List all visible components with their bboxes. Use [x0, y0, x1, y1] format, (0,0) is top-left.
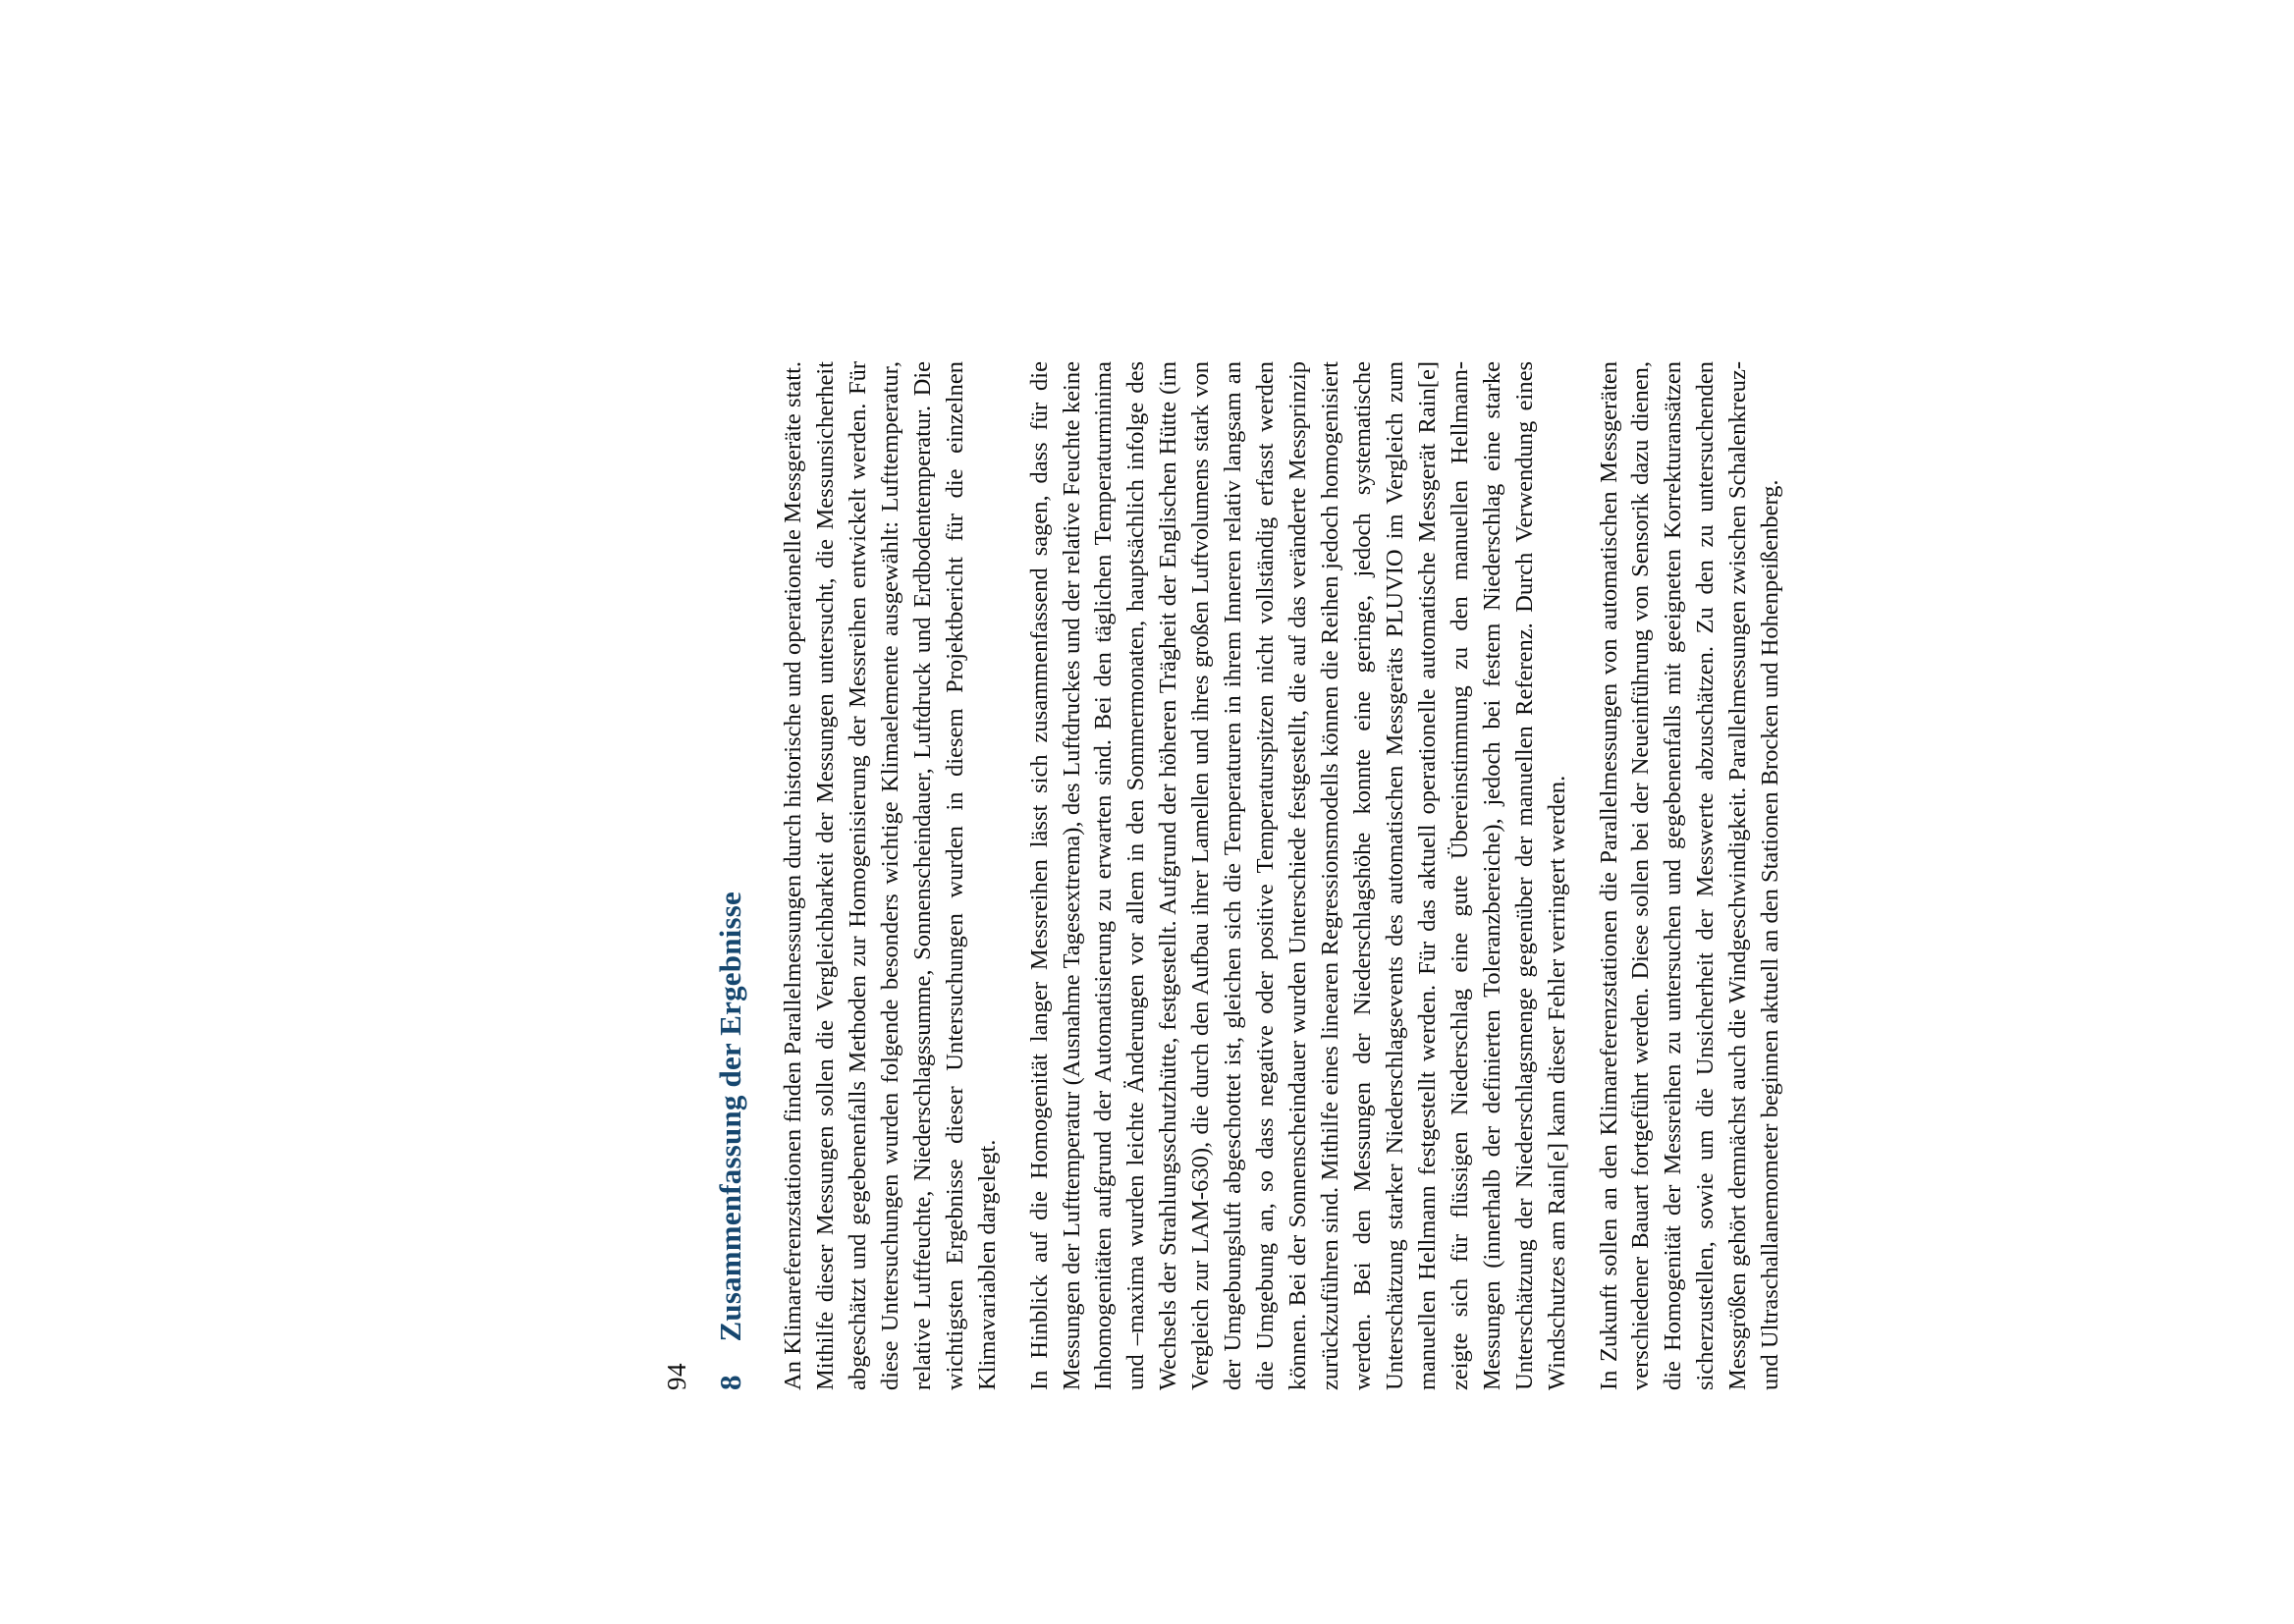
page-content-area	[662, 361, 1784, 1390]
page-number: 94	[662, 1363, 691, 1390]
paragraph: An Klimareferenzstationen finden Parallelmessungen durch historische und operationelle Messgeräte statt. Mithilfe dieser Messungen sollen die Vergleichbarkeit der Messungen untersucht, die Messunsicherheit abgeschätzt und gegebenenfalls Methoden zur Homogenisierung der Messreihen entwickelt werden. Für diese Untersuchungen wurden folgende besonders wichtige Klimaelemente ausgewählt: Lufttemperatur, relative Luftfeuchte, Niederschlagssumme, Sonnenscheindauer, Luftdruck und Erdbodentemperatur. Die wichtigsten Ergebnisse dieser Untersuchungen wurden in diesem Projektbericht für die einzelnen Klimavariablen dargelegt.	[780, 361, 1001, 1390]
scanned-page	[568, 110, 1784, 1514]
paragraph: In Zukunft sollen an den Klimareferenzstationen die Parallelmessungen von automatischen Messgeräten verschiedener Bauart fortgeführt werden. Diese sollen bei der Neueinführung von Sensorik dazu dienen, die Homogenität der Messreihen zu untersuchen und gegebenenfalls mit geeigneten Korrekturansätzen sicherzustellen, sowie um die Unsicherheit der Messwerte abzuschätzen. Zu den zu untersuchenden Messgrößen gehört demnächst auch die Windgeschwindigkeit. Parallelmessungen zwischen Schalenkreuz- und Ultraschallanemometer beginnen aktuell an den Stationen Brocken und Hohenpeißenberg.	[1595, 361, 1784, 1390]
chapter-number: 8	[713, 1375, 747, 1390]
chapter-heading	[713, 892, 748, 1390]
chapter-title: Zusammenfassung der Ergebnisse	[713, 892, 747, 1342]
body-text-column	[778, 361, 1787, 1390]
paragraph: In Hinblick auf die Homogenität langer Messreihen lässt sich zusammenfassend sagen, dass für die Messungen der Lufttemperatur (Ausnahme Tagesextrema), des Luftdruckes und der relative Feuchte keine Inhomogenitäten aufgrund der Automatisierung zu erwarten sind. Bei den täglichen Temperaturminima und –maxima wurden leichte Änderungen vor allem in den Sommermonaten, hauptsächlich infolge des Wechsels der Strahlungsschutzhütte, festgestellt. Aufgrund der höheren Trägheit der Englischen Hütte (im Vergleich zur LAM-630), die durch den Aufbau ihrer Lamellen und ihres großen Luftvolumens stark von der Umgebungsluft abgeschottet ist, gleichen sich die Temperaturen in ihrem Inneren relativ langsam an die Umgebung an, so dass negative oder positive Temperaturspitzen nicht vollständig erfasst werden können. Bei der Sonnenscheindauer wurden Unterschiede festgestellt, die auf das veränderte Messprinzip zurückzuführen sind. Mithilfe eines linearen Regressionsmodells können die Reihen jedoch homogenisiert werden. Bei den Messungen der Niederschlagshöhe konnte eine geringe, jedoch systematische Unterschätzung starker Niederschlagsevents des automatischen Messgeräts PLUVIO im Vergleich zum manuellen Hellmann festgestellt werden. Für das aktuell operationelle automatische Messgerät Rain[e] zeigte sich für flüssigen Niederschlag eine gute Übereinstimmung zu den manuellen Hellmann-Messungen (innerhalb der definierten Toleranzbereiche), jedoch bei festem Niederschlag eine starke Unterschätzung der Niederschlagsmenge gegenüber der manuellen Referenz. Durch Verwendung eines Windschutzes am Rain[e] kann dieser Fehler verringert werden.	[1025, 361, 1570, 1390]
